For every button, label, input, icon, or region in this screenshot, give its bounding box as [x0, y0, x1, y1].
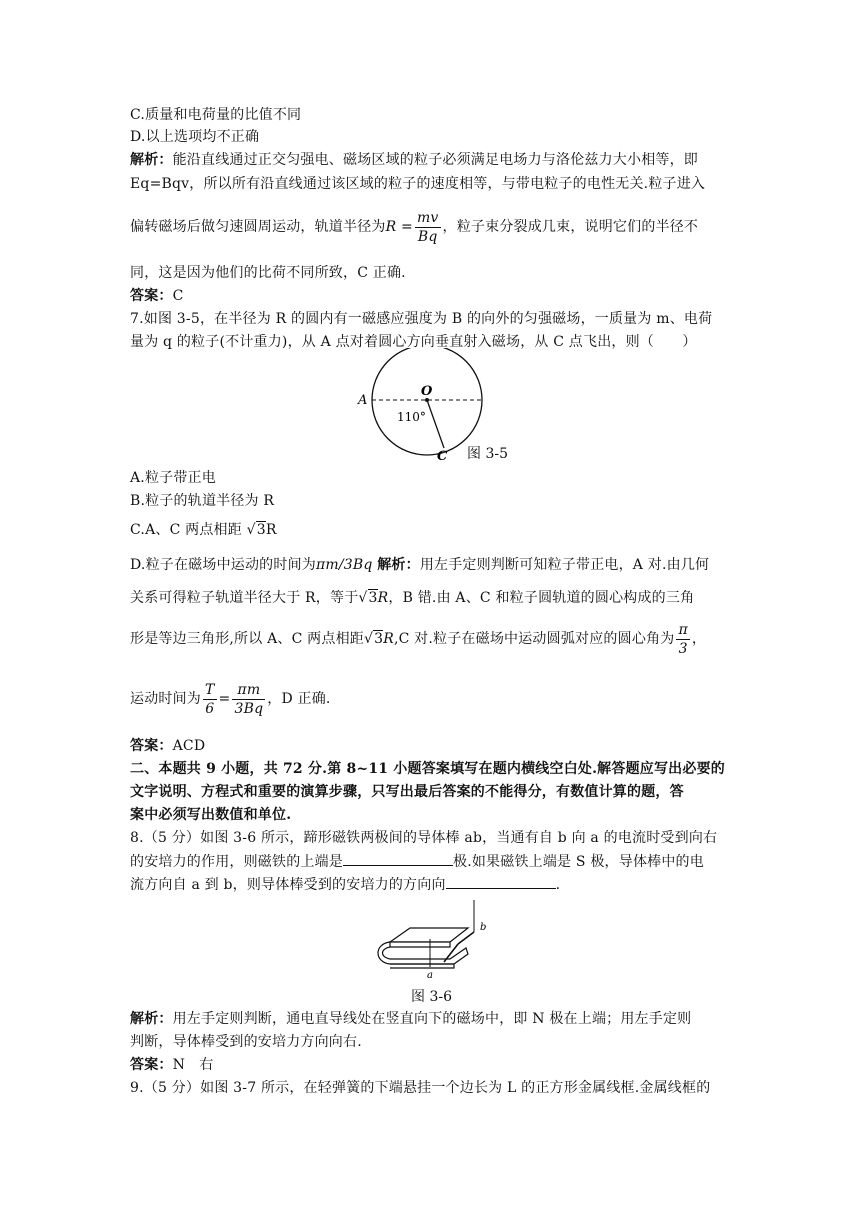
magnet-lower-side: [390, 964, 454, 968]
figure-3-6-magnet-diagram: [370, 898, 510, 983]
magnet-bend-inner: [383, 947, 391, 959]
label-o: O: [421, 384, 433, 399]
q7-analysis-line-3: 形是等边三角形,所以 A、C 两点相距√3R,C 对.粒子在磁场中运动圆弧对应的圆心角为 $\frac{\pi}{3}$ ，: [130, 621, 707, 657]
magnet-upper-face: [390, 928, 468, 942]
label-c: C: [437, 449, 448, 463]
figure-3-6-caption: 图 3-6: [411, 989, 452, 1005]
q8-analysis-line-1: 解析：用左手定则判断，通电直导线处在竖直向下的磁场中，即 N 极在上端；用左手定则: [130, 1011, 692, 1027]
q6-analysis-line-2: Eq=Bqv，所以所有沿直线通过该区域的粒子的速度相等，与带电粒子的电性无关.粒子进入: [130, 176, 706, 192]
q9-stem-line-1: 9.（5 分）如图 3-7 所示，在轻弹簧的下端悬挂一个边长为 L 的正方形金属线框.金属线框的: [130, 1080, 711, 1096]
q8-analysis-line-2: 判断，导体棒受到的安培力方向向右.: [130, 1034, 362, 1050]
figure-3-5-caption: 图 3-5: [467, 446, 508, 462]
q7-analysis-line-4: 运动时间为 $\frac{T}{6}$ = $\frac{\pi m}{3Bq}$ ，D 正确.: [130, 681, 331, 717]
answer-blank-1[interactable]: [343, 851, 453, 866]
label-b: b: [480, 922, 487, 933]
label-a: A: [358, 393, 368, 408]
q7-stem-line-1: 7.如图 3-5，在半径为 R 的圆内有一磁感应强度为 B 的向外的匀强磁场，一质量为 m、电荷: [130, 311, 713, 327]
label-a: a: [427, 970, 433, 981]
q7-option-a: A.粒子带正电: [130, 470, 216, 486]
magnet-bend-outer: [378, 942, 390, 964]
q8-stem-line-2: 的安培力的作用，则磁铁的上端是 极.如果磁铁上端是 S 极，导体棒中的电: [130, 851, 704, 872]
analysis-label: 解析：: [130, 1011, 173, 1027]
q6-option-c: C.质量和电荷量的比值不同: [130, 107, 302, 123]
section2-line-1: 二、本题共 9 小题，共 72 分.第 8~11 小题答案填写在题内横线空白处.解答题应写出必要的: [130, 761, 725, 777]
q8-stem-line-1: 8.（5 分）如图 3-6 所示，蹄形磁铁两极间的导体棒 ab，当通有自 b 向 a 的电流时受到向右: [130, 830, 718, 846]
radius-oc-line: [427, 400, 444, 448]
q7-option-c: C.A、C 两点相距 √3R: [130, 522, 277, 538]
time-fraction-1: $\frac{T}{6}$: [205, 681, 215, 717]
q6-analysis-line-4: 同，这是因为他们的比荷不同所致，C 正确.: [130, 265, 406, 281]
time-fraction-2: $\frac{\pi m}{3Bq}$: [234, 681, 264, 717]
magnet-upper-side: [390, 942, 450, 947]
q7-answer: 答案：ACD: [130, 738, 206, 754]
q7-analysis-line-2: 关系可得粒子轨道半径大于 R，等于√3R，B 错.由 A、C 和粒子圆轨道的圆心构成的三角: [130, 590, 695, 606]
angle-label: 110°: [397, 410, 426, 424]
q7-option-d-and-analysis: D.粒子在磁场中运动的时间为πm/3Bq 解析：用左手定则判断可知粒子带正电，A 对.由几何: [130, 557, 710, 573]
q7-stem-line-2: 量为 q 的粒子(不计重力)，从 A 点对着圆心方向垂直射入磁场，从 C 点飞出，则（ ）: [130, 334, 697, 350]
q6-analysis-line-3: 偏转磁场后做匀速圆周运动，轨道半径为R = $\frac{mv}{Bq}$ ，粒子束分裂成几束，说明它们的半径不: [130, 209, 699, 245]
section2-line-2: 文字说明、方程式和重要的演算步骤，只写出最后答案的不能得分，有数值计算的题，答: [130, 784, 684, 800]
q6-answer: 答案：C: [130, 288, 184, 304]
q7-option-b: B.粒子的轨道半径为 R: [130, 493, 275, 509]
answer-blank-2[interactable]: [446, 874, 556, 889]
radius-fraction: $\frac{mv}{Bq}$: [416, 209, 439, 245]
figure-3-5-circle-diagram: [355, 348, 555, 463]
q8-stem-line-3: 流方向自 a 到 b，则导体棒受到的安培力的方向向 .: [130, 874, 560, 895]
q8-answer: 答案：N 右: [130, 1057, 214, 1073]
angle-fraction: $\frac{\pi}{3}$: [678, 621, 688, 657]
analysis-label: 解析：: [377, 557, 420, 573]
q6-option-d: D.以上选项均不正确: [130, 129, 260, 145]
q6-analysis-line-1: 解析：能沿直线通过正交匀强电、磁场区域的粒子必须满足电场力与洛伦兹力大小相等，即: [130, 152, 699, 168]
magnet-lower-slab: [390, 948, 468, 964]
section2-line-3: 案中必须写出数值和单位.: [130, 807, 292, 823]
analysis-label: 解析：: [130, 152, 173, 168]
